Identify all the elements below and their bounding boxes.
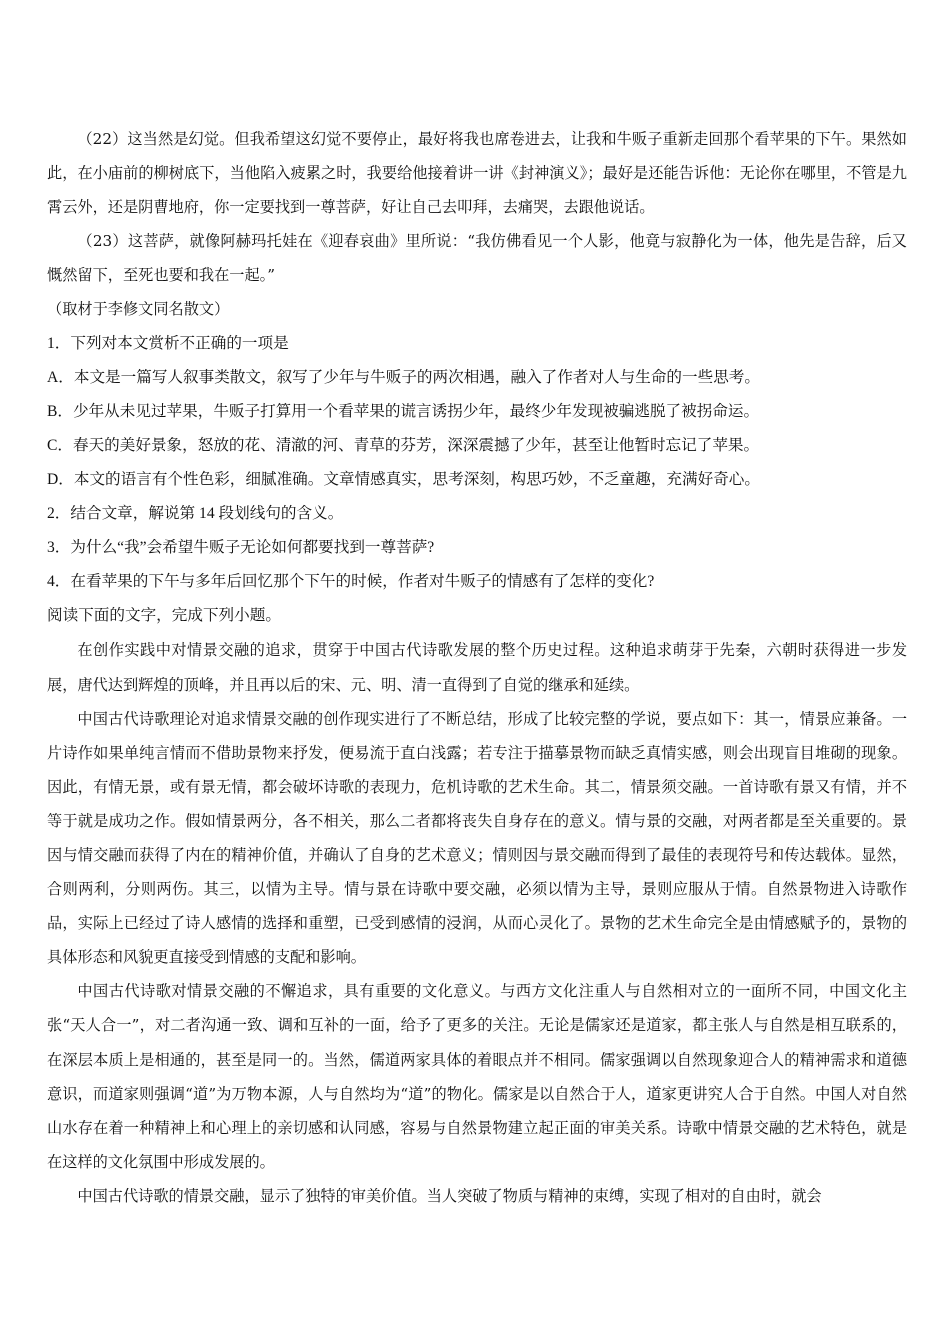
question-1-option-a: A．本文是一篇写人叙事类散文，叙写了少年与牛贩子的两次相遇，融入了作者对人与生命的一些思考。 — [47, 368, 760, 386]
question-4: 4．在看苹果的下午与多年后回忆那个下午的时候，作者对牛贩子的情感有了怎样的变化? — [47, 573, 655, 591]
question-1: 1．下列对本文赏析不正确的一项是 — [47, 334, 289, 352]
question-3: 3．为什么“我”会希望牛贩子无论如何都要找到一尊菩萨? — [47, 539, 435, 557]
question-1-option-b: B．少年从未见过苹果，牛贩子打算用一个看苹果的谎言诱拐少年，最终少年发现被骗逃脱了被拐命运。 — [47, 402, 760, 420]
question-1-option-c: C．春天的美好景象，怒放的花、清澈的河、青草的芬芳，深深震撼了少年，甚至让他暂时忘记了苹果。 — [47, 436, 760, 454]
reading-instruction: 阅读下面的文字，完成下列小题。 — [47, 607, 281, 625]
question-2: 2．结合文章，解说第 14 段划线句的含义。 — [47, 505, 344, 523]
passage2-paragraph-4: 中国古代诗歌的情景交融，显示了独特的审美价值。当人突破了物质与精神的束缚，实现了相对的自由时，就会 — [77, 1186, 822, 1205]
passage2-paragraph-1: 在创作实践中对情景交融的追求，贯穿于中国古代诗歌发展的整个历史过程。这种追求萌芽于先秦，六朝时获得进一步发展，唐代达到辉煌的顶峰，并且再以后的宋、元、明、清一直得到了自觉的继承和延续。 — [47, 641, 907, 694]
document-page — [47, 122, 907, 1213]
passage2-paragraph-3: 中国古代诗歌对情景交融的不懈追求，具有重要的文化意义。与西方文化注重人与自然相对立的一面所不同，中国文化主张“天人合一”，对二者沟通一致、调和互补的一面，给予了更多的关注。无论是儒家还是道家，都主张人与自然是相互联系的，在深层本质上是相通的，甚至是同一的。当然，儒道两家具体的着眼点并不相同。儒家强调以自然现象迎合人的精神需求和道德意识，而道家则强调“道”为万物本源，人与自然均为“道”的物化。儒家是以自然合于人，道家更讲究人合于自然。中国人对自然山水存在着一种精神上和心理上的亲切感和认同感，容易与自然景物建立起正面的审美关系。诗歌中情景交融的艺术特色，就是在这样的文化氛围中形成发展的。 — [47, 982, 907, 1171]
passage1-source: （取材于李修文同名散文） — [47, 300, 230, 319]
passage2-paragraph-2: 中国古代诗歌理论对追求情景交融的创作现实进行了不断总结，形成了比较完整的学说，要点如下：其一，情景应兼备。一片诗作如果单纯言情而不借助景物来抒发，便易流于直白浅露；若专注于描摹景物而缺乏真情实感，则会出现盲目堆砌的现象。因此，有情无景，或有景无情，都会破坏诗歌的表现力，危机诗歌的艺术生命。其二，情景须交融。一首诗歌有景又有情，并不等于就是成功之作。假如情景两分，各不相关，那么二者都将丧失自身存在的意义。情与景的交融，对两者都是至关重要的。景因与情交融而获得了内在的精神价值，并确认了自身的艺术意义；情则因与景交融而得到了最佳的表现符号和传达载体。显然，合则两利，分则两伤。其三，以情为主导。情与景在诗歌中要交融，必须以情为主导，景则应服从于情。自然景物进入诗歌作品，实际上已经过了诗人感情的选择和重塑，已受到感情的浸润，从而心灵化了。景物的艺术生命完全是由情感赋予的，景物的具体形态和风貌更直接受到情感的支配和影响。 — [47, 709, 907, 967]
passage1-paragraph-23: （23）这菩萨，就像阿赫玛托娃在《迎春哀曲》里所说：“我仿佛看见一个人影，他竟与寂静化为一体，他先是告辞，后又慨然留下，至死也要和我在一起。” — [47, 232, 907, 285]
passage1-paragraph-22: （22）这当然是幻觉。但我希望这幻觉不要停止，最好将我也席卷进去，让我和牛贩子重新走回那个看苹果的下午。果然如此，在小庙前的柳树底下，当他陷入疲累之时，我要给他接着讲一讲《封神演义》；最好是还能告诉他：无论你在哪里，不管是九霄云外，还是阴曹地府，你一定要找到一尊菩萨，好让自己去叩拜，去痛哭，去跟他说话。 — [47, 130, 907, 217]
question-1-option-d: D．本文的语言有个性色彩，细腻准确。文章情感真实，思考深刻，构思巧妙，不乏童趣，充满好奇心。 — [47, 470, 760, 488]
